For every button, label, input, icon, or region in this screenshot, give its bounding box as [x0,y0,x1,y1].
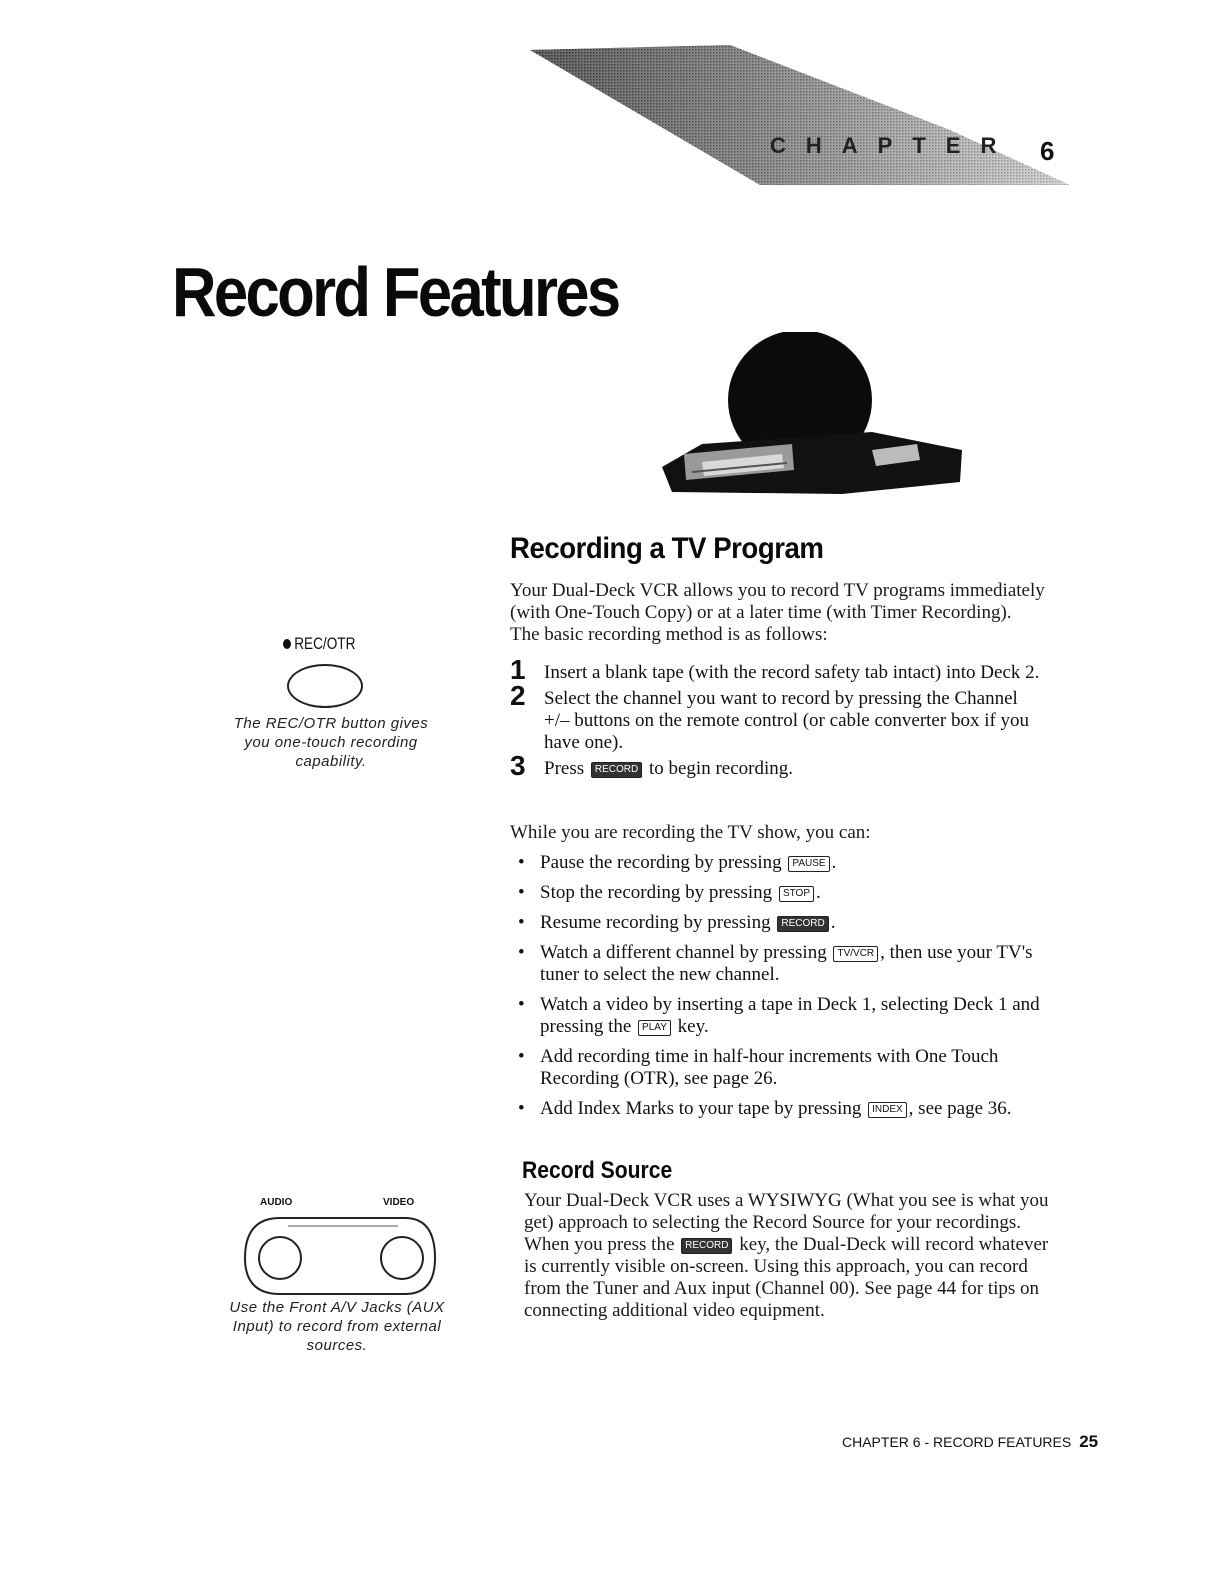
section-title: Recording a TV Program [510,532,824,565]
record-source-text-pre: Your Dual-Deck VCR uses a WYSIWYG (What you see is what you get) approach to selecting the Record Source for your recordings. When you press the [524,1190,1049,1255]
bullet-text-post: . [830,912,836,933]
step-text-pre: Press [544,758,585,779]
list-item: • Resume recording by pressing RECORD . [518,912,836,933]
bullet-text: Stop the recording by pressing [540,882,773,903]
video-jack-label: VIDEO [383,1197,415,1208]
bullet-text: Resume recording by pressing [540,912,771,933]
bullet-text-post: , see page 36. [908,1098,1012,1119]
vcr-tapes-photo [662,332,962,500]
step-text: Insert a blank tape (with the record safety tab intact) into Deck 2. [544,662,1040,683]
tvvcr-key-icon: TV/VCR [833,946,878,962]
play-key-icon: PLAY [638,1020,671,1036]
list-item: • Watch a video by inserting a tape in Deck 1, selecting Deck 1 and pressing the PLAY key. [518,994,1040,1037]
step-text-post: to begin recording. [648,758,794,779]
step-item [510,654,1040,685]
chapter-number: 6 [1040,136,1055,166]
bullet-text: Add Index Marks to your tape by pressing [540,1098,862,1119]
record-key-icon: RECORD [591,762,642,778]
options-list [516,852,1056,1128]
rec-otr-label [283,634,355,654]
bullet-text: Watch a video by inserting a tape in Deck 1, selecting Deck 1 and pressing the [540,994,1040,1037]
list-item: • Add Index Marks to your tape by pressing INDEX , see page 36. [518,1098,1012,1119]
intro-paragraph: Your Dual-Deck VCR allows you to record TV programs immediately (with One-Touch Copy) or at a later time (with Timer Recording). The basic recording method is as follows: [510,580,1045,645]
page-footer [842,1432,1098,1452]
rec-otr-caption: The REC/OTR button gives you one-touch recording capability. [233,715,429,770]
step-number: 2 [510,680,526,711]
record-source-paragraph [524,1190,1064,1322]
steps-list [510,654,1040,784]
while-recording-text: While you are recording the TV show, you can: [510,822,871,843]
list-item: • Stop the recording by pressing STOP . [518,882,821,903]
bullet-text: Pause the recording by pressing [540,852,782,873]
step-item [510,750,1040,781]
record-key-icon: RECORD [681,1238,732,1254]
record-source-text-post: key, the Dual-Deck will record whatever is currently visible on-screen. Using this approach, you can record from the Tuner and Aux input (Channel 00). See page 44 for tips on connecting additional video equipment. [524,1234,1049,1321]
front-av-jacks-illustration [240,1210,440,1302]
bullet-text-post: . [831,852,837,873]
footer-text: CHAPTER 6 - RECORD FEATURES [842,1434,1072,1450]
chapter-label: CHAPTER [770,133,1017,158]
list-item: • Add recording time in half-hour increments with One Touch Recording (OTR), see page 26. [518,1046,999,1089]
page-title: Record Features [172,253,619,331]
pause-key-icon: PAUSE [788,856,829,872]
step-item [510,680,1040,754]
bullet-text: Watch a different channel by pressing [540,942,827,963]
index-key-icon: INDEX [868,1102,907,1118]
bullet-text: Add recording time in half-hour increments with One Touch Recording (OTR), see page 26. [540,1046,999,1089]
record-dot-icon [283,639,291,649]
rec-otr-button-illustration [287,664,363,708]
record-key-icon: RECORD [777,916,828,932]
page-number: 25 [1079,1432,1099,1451]
record-source-title: Record Source [522,1157,673,1184]
chapter-banner-graphic [530,40,1090,190]
bullet-text-post: . [815,882,821,903]
stop-key-icon: STOP [779,886,814,902]
rec-otr-text: REC/OTR [294,634,356,653]
step-text: Select the channel you want to record by pressing the Channel +/– buttons on the remote control (or cable converter box if you have one). [544,688,1030,753]
step-number: 1 [510,654,526,685]
av-jacks-caption: Use the Front A/V Jacks (AUX Input) to record from external sources. [229,1299,445,1354]
list-item: • Pause the recording by pressing PAUSE . [518,852,837,873]
bullet-text-post: , then use your TV's tuner to select the new channel. [540,942,1033,985]
audio-jack-label: AUDIO [260,1197,293,1208]
list-item: • Watch a different channel by pressing TV/VCR , then use your TV's tuner to select the new channel. [518,942,1033,985]
step-number: 3 [510,750,526,781]
bullet-text-post: key. [677,1016,709,1037]
